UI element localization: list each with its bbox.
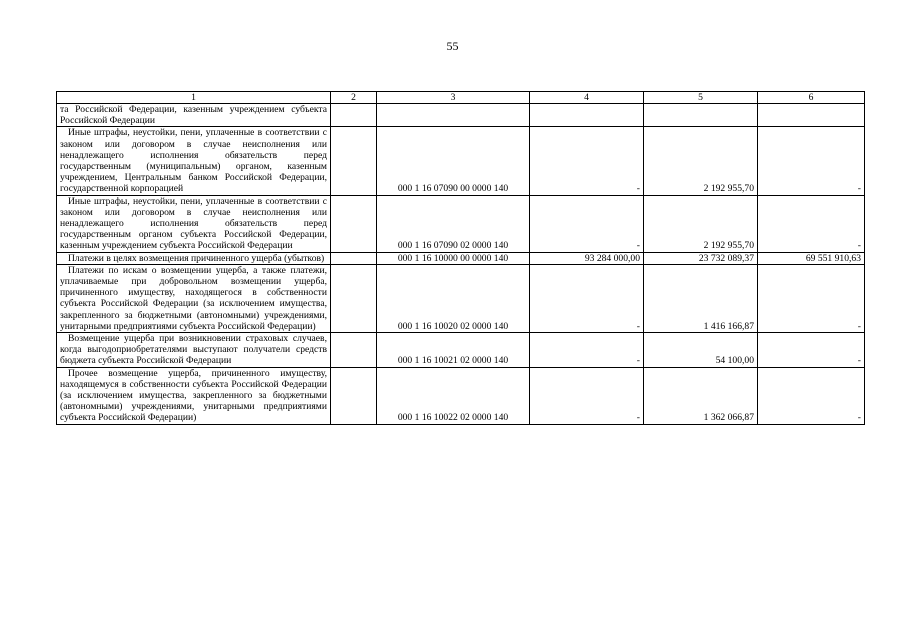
table-row	[57, 252, 865, 264]
row-col4-value: 93 284 000,00	[530, 252, 644, 264]
budget-revenue-table	[56, 91, 865, 425]
row-col2	[331, 333, 377, 368]
page-number: 55	[446, 39, 459, 53]
column-header: 6	[758, 92, 865, 104]
table-row	[57, 104, 865, 127]
row-col6-value: -	[758, 195, 865, 252]
column-header: 2	[331, 92, 377, 104]
row-description: Платежи по искам о возмещении ущерба, а также платежи, уплачиваемые при добровольном возмещении ущерба, причиненного имуществу, находящегося в собственности субъекта Российской Федерации (за исключением имущества, закрепленного за бюджетными (автономными) учреждениями, унитарными предприятиями субъекта Российской Федерации)	[57, 264, 331, 332]
row-col6-value: -	[758, 367, 865, 424]
table-row	[57, 367, 865, 424]
row-description: Возмещение ущерба при возникновении страховых случаев, когда выгодоприобретателями выступают получатели средств бюджета субъекта Российской Федерации	[57, 333, 331, 368]
row-col5-value: 2 192 955,70	[644, 195, 758, 252]
row-col4-value: -	[530, 127, 644, 195]
row-col4-value: -	[530, 195, 644, 252]
row-col5-value: 23 732 089,37	[644, 252, 758, 264]
row-col4-value	[530, 104, 644, 127]
row-col6-value: -	[758, 264, 865, 332]
row-col6-value: -	[758, 333, 865, 368]
row-col2	[331, 264, 377, 332]
row-budget-code: 000 1 16 10020 02 0000 140	[377, 264, 530, 332]
row-budget-code: 000 1 16 10022 02 0000 140	[377, 367, 530, 424]
row-col6-value: 69 551 910,63	[758, 252, 865, 264]
row-budget-code	[377, 104, 530, 127]
row-col2	[331, 252, 377, 264]
row-budget-code: 000 1 16 07090 02 0000 140	[377, 195, 530, 252]
table-header-row	[57, 92, 865, 104]
row-budget-code: 000 1 16 07090 00 0000 140	[377, 127, 530, 195]
table-row	[57, 333, 865, 368]
row-col4-value: -	[530, 333, 644, 368]
row-col6-value	[758, 104, 865, 127]
row-budget-code: 000 1 16 10021 02 0000 140	[377, 333, 530, 368]
row-col2	[331, 127, 377, 195]
row-budget-code: 000 1 16 10000 00 0000 140	[377, 252, 530, 264]
row-col5-value: 1 416 166,87	[644, 264, 758, 332]
column-header: 4	[530, 92, 644, 104]
table-row	[57, 195, 865, 252]
row-col6-value: -	[758, 127, 865, 195]
table-row	[57, 127, 865, 195]
row-description: Прочее возмещение ущерба, причиненного имуществу, находящемуся в собственности субъекта Российской Федерации (за исключением имущества, закрепленного за бюджетными (автономными) учреждениями, унитарными предприятиями субъекта Российской Федерации)	[57, 367, 331, 424]
row-col4-value: -	[530, 367, 644, 424]
row-col5-value	[644, 104, 758, 127]
table-row	[57, 264, 865, 332]
row-col2	[331, 104, 377, 127]
row-col2	[331, 367, 377, 424]
row-col5-value: 54 100,00	[644, 333, 758, 368]
row-description: Иные штрафы, неустойки, пени, уплаченные в соответствии с законом или договором в случае неисполнения или ненадлежащего исполнения обязательств перед государственным органом субъекта Российской Федерации, казенным учреждением субъекта Российской Федерации	[57, 195, 331, 252]
row-description: Иные штрафы, неустойки, пени, уплаченные в соответствии с законом или договором в случае неисполнения или ненадлежащего исполнения обязательств перед государственным (муниципальным) органом, казенным учреждением, Центральным банком Российской Федерации, государственной корпорацией	[57, 127, 331, 195]
row-col5-value: 1 362 066,87	[644, 367, 758, 424]
column-header: 3	[377, 92, 530, 104]
column-header: 1	[57, 92, 331, 104]
row-description: Платежи в целях возмещения причиненного ущерба (убытков)	[57, 252, 331, 264]
row-col2	[331, 195, 377, 252]
row-description: та Российской Федерации, казенным учреждением субъекта Российской Федерации	[57, 104, 331, 127]
row-col5-value: 2 192 955,70	[644, 127, 758, 195]
row-col4-value: -	[530, 264, 644, 332]
column-header: 5	[644, 92, 758, 104]
